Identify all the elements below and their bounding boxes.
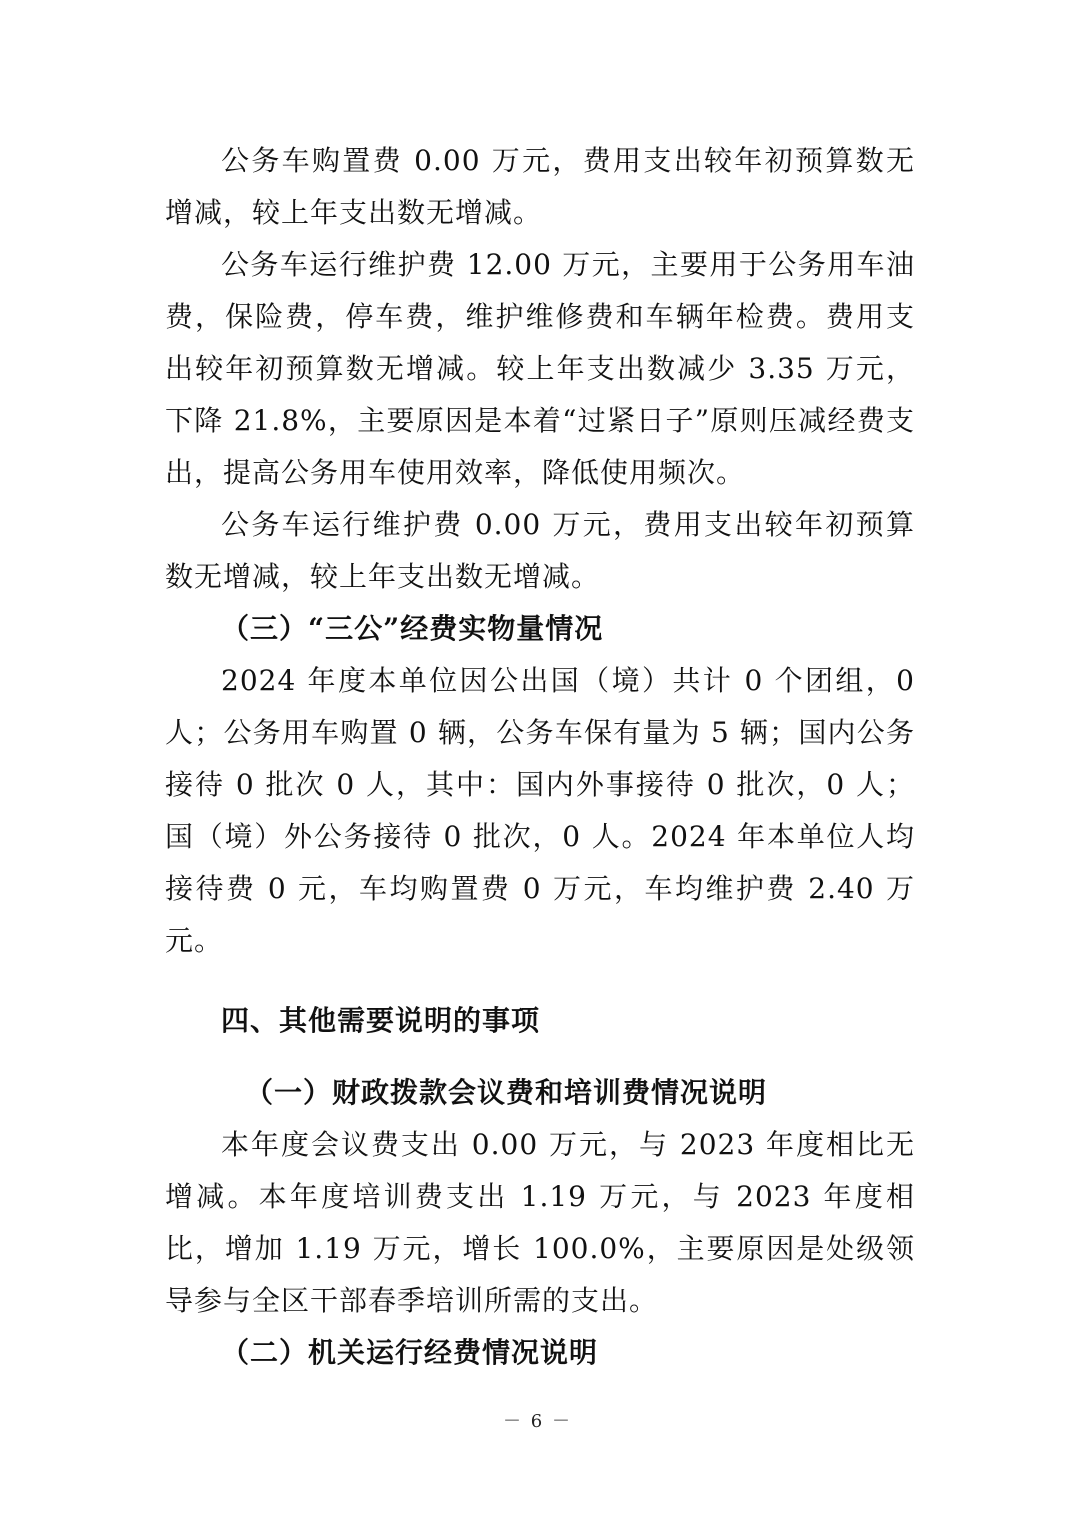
subheading-agency-operating-costs: （二）机关运行经费情况说明 — [221, 1336, 599, 1369]
section-heading-other-matters: 四、其他需要说明的事项 — [221, 1004, 541, 1037]
paragraph-vehicle-maintenance-zero: 公务车运行维护费 0.00 万元，费用支出较年初预算数无增减，较上年支出数无增减。 — [165, 508, 915, 593]
subheading-meeting-training-fees: （一）财政拨款会议费和培训费情况说明 — [245, 1076, 768, 1109]
paragraph-three-public-quantity: 2024 年度本单位因公出国（境）共计 0 个团组，0 人；公务用车购置 0 辆，公务车保有量为 5 辆；国内公务接待 0 批次 0 人，其中：国内外事接待 0 批次，0 人；国（境）外公务接待 0 批次，0 人。2024 年本单位人均接待费 0 元，车均购置费 0 万元，车均维护费 2.40 万元。 — [165, 664, 915, 957]
subheading-three-public-quantity: （三）“三公”经费实物量情况 — [221, 612, 604, 645]
paragraph-meeting-training-fees: 本年度会议费支出 0.00 万元，与 2023 年度相比无增减。本年度培训费支出 1.19 万元，与 2023 年度相比，增加 1.19 万元，增长 100.0%，主要原因是处级领导参与全区干部春季培训所需的支出。 — [165, 1128, 915, 1317]
page-content — [165, 135, 915, 1379]
paragraph-vehicle-maintenance: 公务车运行维护费 12.00 万元，主要用于公务用车油费，保险费，停车费，维护维修费和车辆年检费。费用支出较年初预算数无增减。较上年支出数减少 3.35 万元，下降 21.8%，主要原因是本着“过紧日子”原则压减经费支出，提高公务用车使用效率，降低使用频次。 — [165, 248, 915, 489]
page-number: － 6 － — [503, 1411, 572, 1432]
spacer — [165, 1047, 915, 1067]
paragraph-vehicle-purchase: 公务车购置费 0.00 万元，费用支出较年初预算数无增减，较上年支出数无增减。 — [165, 144, 915, 229]
spacer — [165, 967, 915, 995]
